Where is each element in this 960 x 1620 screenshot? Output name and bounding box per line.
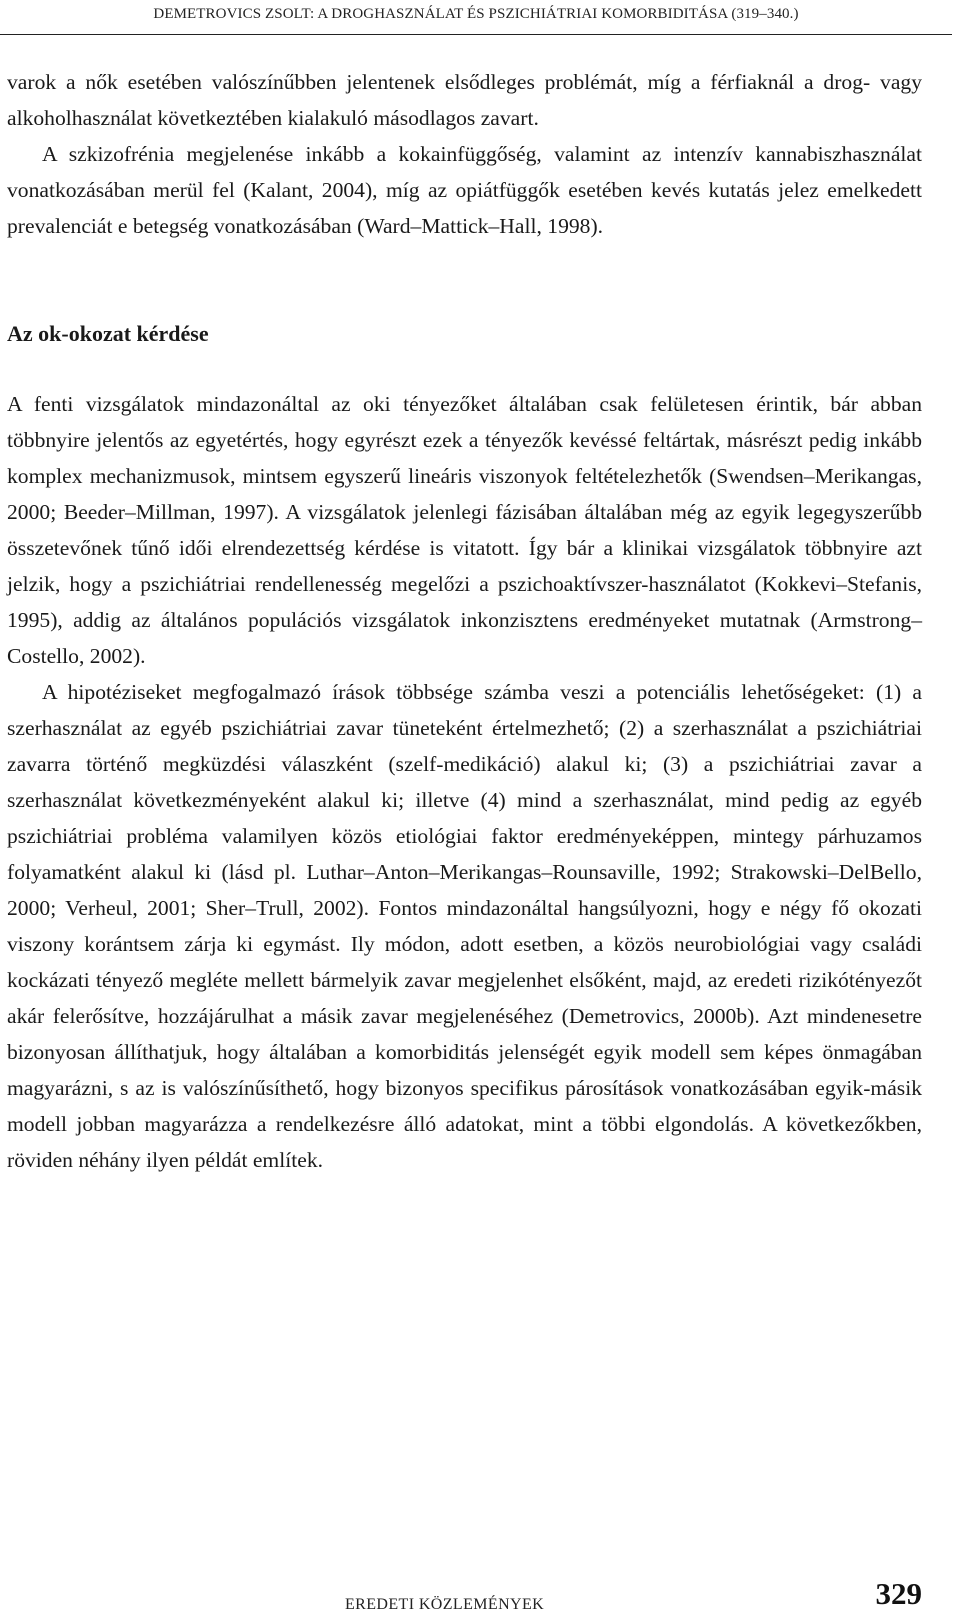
- footer-section-label: EREDETI KÖZLEMÉNYEK: [345, 1596, 545, 1613]
- section-heading: Az ok-okozat kérdése: [7, 321, 209, 346]
- running-title: DEMETROVICS ZSOLT: A DROGHASZNÁLAT ÉS PSZICHIÁTRIAI KOMORBIDITÁSA (319–340.): [153, 6, 799, 22]
- paragraph-causality: A fenti vizsgálatok mindazonáltal az oki tényezőket általában csak felületesen érintik, bár abban többnyire jelentős az egyetértés, hogy egyrészt ezek a tényezők kevéssé feltártak, másrészt pedig inkább komplex mechanizmusok, mintsem egyszerű lineáris viszonyok feltételezhetők (Swendsen–Merikangas, 2000; Beeder–Millman, 1997). A vizsgálatok jelenlegi fázisában általában még az egyik legegyszerűbb összetevőnek tűnő idői elrendezettség kérdése is vitatott. Így bár a klinikai vizsgálatok többnyire azt jelzik, hogy a pszichiátriai rendellenesség megelőzi a pszichoaktívszer-használatot (Kokkevi–Stefanis, 1995), addig az általános populációs vizsgálatok inkonzisztens eredményeket mutatnak (Armstrong–Costello, 2002).: [7, 392, 922, 668]
- running-footer: [0, 1572, 960, 1620]
- article-body: [7, 64, 922, 1178]
- running-header: [0, 0, 952, 35]
- paragraph-hypotheses: A hipotéziseket megfogalmazó írások többsége számba veszi a potenciális lehetőségeket: (1) a szerhasználat az egyéb pszichiátriai zavar tüneteként értelmezhető; (2) a szerhasználat a pszichiátriai zavarra történő megküzdési válaszként (szelf-medikáció) alakul ki; (3) a pszichiátriai zavar a szerhasználat következményeként alakul ki; illetve (4) mind a szerhasználat, mind pedig az egyéb pszichiátriai probléma valamilyen közös etiológiai faktor eredményeképpen, mintegy párhuzamos folyamatként alakul ki (lásd pl. Luthar–Anton–Merikangas–Rounsaville, 1992; Strakowski–DelBello, 2000; Verheul, 2001; Sher–Trull, 2002). Fontos mindazonáltal hangsúlyozni, hogy e négy fő okozati viszony korántsem zárja ki egymást. Ily módon, adott esetben, a közös neurobiológiai vagy családi kockázati tényező megléte mellett bármelyik zavar megjelenhet elsőként, majd, az eredeti rizikótényezőt akár felerősítve, hozzájárulhat a másik zavar megjelenéséhez (Demetrovics, 2000b). Azt mindenesetre bizonyosan állíthatjuk, hogy általában a komorbiditás jelenségét egyik modell sem képes önmagában magyarázni, s az is valószínűsíthető, hogy bizonyos specifikus párosítások vonatkozásában egyik-másik modell jobban magyarázza a rendelkezésre álló adatokat, mint a többi elgondolás. A következőkben, röviden néhány ilyen példát említek.: [7, 680, 922, 1172]
- paragraph-continuation: varok a nők esetében valószínűbben jelentenek elsődleges problémát, míg a férfiaknál a drog- vagy alkoholhasználat következtében kialakuló másodlagos zavart.: [7, 70, 922, 130]
- spacer: [7, 244, 922, 316]
- page-number: 329: [875, 1576, 922, 1611]
- spacer: [7, 352, 922, 386]
- paragraph-schizophrenia: A szkizofrénia megjelenése inkább a kokainfüggőség, valamint az intenzív kannabiszhasználat vonatkozásában merül fel (Kalant, 2004), míg az opiátfüggők esetében kevés kutatás jelez emelkedett prevalenciát e betegség vonatkozásában (Ward–Mattick–Hall, 1998).: [7, 142, 922, 238]
